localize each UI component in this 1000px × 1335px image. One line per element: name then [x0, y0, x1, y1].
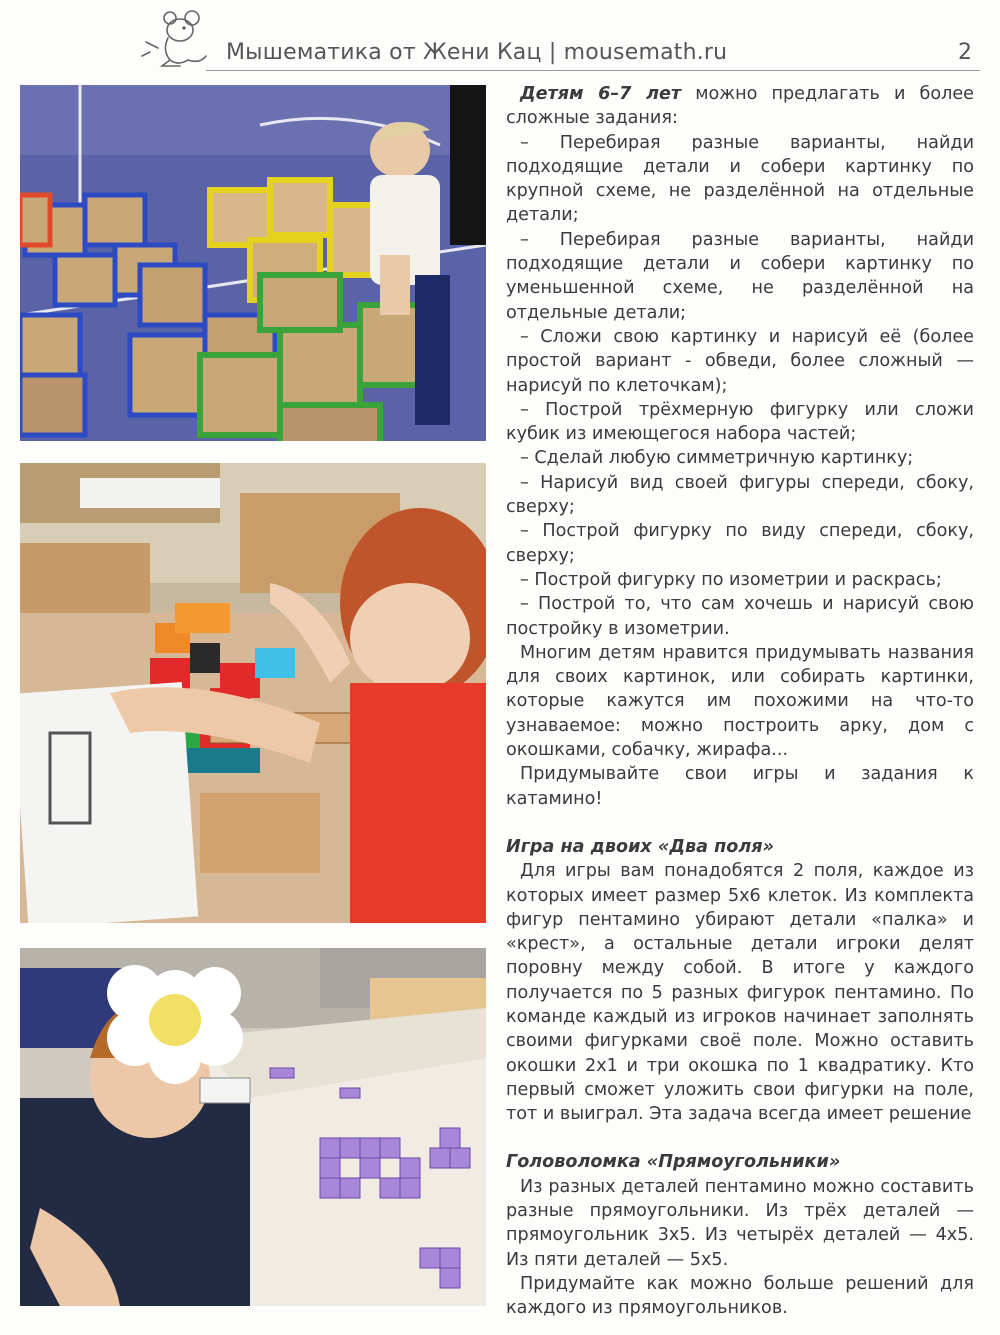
header-divider [206, 70, 980, 71]
task-item: – Построй фигурку по виду спереди, сбоку, сверху; [506, 521, 974, 566]
task-item: – Сделай любую симметричную картинку; [520, 448, 914, 469]
section-text-two-fields: Для игры вам понадобятся 2 поля, каждое из которых имеет размер 5х6 клеток. Из комплекта фигур пентамино убирают детали «палка» и «крест», а остальные детали игроки делят поровну между собой. В итоге у каждого получается по 5 разных фигурок пентамино. По команде каждый из игроков начинает заполнять своими фигурками своё поле. Можно оставить окошки 2х1 и три окошка по 1 квадратику. Кто первый сможет уложить свои фигурки на поле, тот и выиграл. Эта задача всегда имеет решение [506, 861, 974, 1125]
photo-child-pentomino-table [20, 948, 486, 1306]
task-item: – Сложи свою картинку и нарисуй её (более простой вариант - обведи, более сложный — нарисуй по клеточкам); [506, 326, 974, 396]
mouse-logo-icon [140, 8, 215, 70]
intro-paragraph [506, 82, 974, 131]
section-text-rectangles: Из разных деталей пентамино можно составить разные прямоугольники. Из трёх деталей — прямоугольник 3х5. Из четырёх деталей — 4х5. Из пяти деталей — 5х5. [506, 1176, 974, 1270]
photo-kids-floor-blocks [20, 85, 486, 441]
header-title: Мышематика от Жени Кац | mousemath.ru [226, 40, 728, 65]
page-number: 2 [958, 40, 972, 65]
task-item: – Построй фигурку по изометрии и раскрась; [520, 569, 942, 590]
section-text-rectangles-2: Придумайте как можно больше решений для каждого из прямоугольников. [506, 1273, 974, 1319]
article-text [506, 82, 974, 1321]
age-highlight: Детям 6–7 лет [520, 84, 682, 104]
intro-text: можно предлагать и более сложные задания: [506, 84, 975, 129]
task-item: – Перебирая разные варианты, найди подходящие детали и собери картинку по уменьшенной схеме, не разделённой на отдельные детали; [506, 229, 974, 323]
body-paragraph: Придумывайте свои игры и задания к катамино! [506, 764, 974, 809]
task-item: – Перебирая разные варианты, найди подходящие детали и собери картинку по крупной схеме, не разделённой на отдельные детали; [506, 132, 974, 226]
task-item: – Нарисуй вид своей фигуры спереди, сбоку, сверху; [506, 472, 974, 518]
section-title-two-fields: Игра на двоих «Два поля» [506, 836, 774, 857]
task-item: – Построй то, что сам хочешь и нарисуй свою постройку в изометрии. [506, 594, 974, 639]
section-title-rectangles: Головоломка «Прямоугольники» [506, 1152, 841, 1173]
task-item: – Построй трёхмерную фигурку или сложи кубик из имеющегося набора частей; [506, 399, 974, 445]
photo-child-building-blocks [20, 463, 486, 923]
body-paragraph: Многим детям нравится придумывать названия для своих картинок, или собирать картинки, которые кажутся им похожими на что-то узнаваемое: можно построить арку, дом с окошками, собачку, жирафа... [506, 642, 974, 761]
